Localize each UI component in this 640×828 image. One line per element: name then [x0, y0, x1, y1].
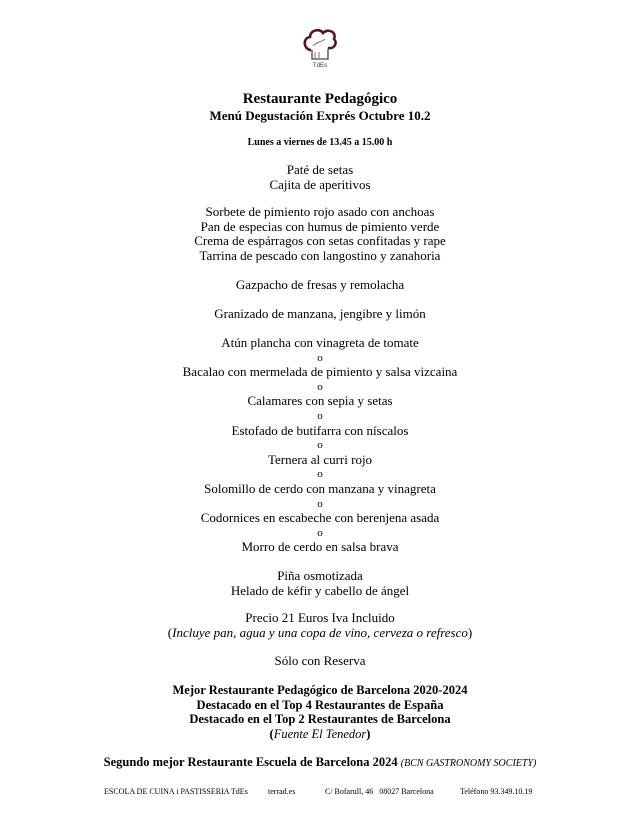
includes-text: Incluye pan, agua y una copa de vino, cerveza o refresco: [172, 624, 468, 640]
menu-item: Tarrina de pescado con langostino y zanahoria: [199, 247, 441, 263]
mains-section: [0, 336, 640, 555]
dessert-item: Helado de kéfir y cabello de ángel: [230, 582, 410, 598]
main-course-item: Morro de cerdo en salsa brava: [241, 539, 399, 555]
reservation-note: [0, 654, 640, 669]
menu-item: Pan de especias con humus de pimiento verde: [200, 218, 440, 234]
or-separator: o: [317, 439, 323, 452]
paren-close: ): [366, 726, 371, 741]
or-separator: o: [317, 526, 323, 539]
main-course-item: Atún plancha con vinagreta de tomate: [221, 335, 419, 350]
or-separator: o: [317, 380, 323, 393]
menu-item: Crema de espárragos con setas confitadas y rape: [194, 233, 446, 249]
or-separator: o: [317, 409, 323, 422]
price-label: Precio 21 Euros Iva Incluido: [245, 610, 395, 625]
paren-close: ): [467, 624, 473, 640]
menu-subtitle: Menú Degustación Exprés Octubre 10.2: [209, 108, 431, 123]
footer-website[interactable]: terrad.es: [268, 787, 296, 796]
soup-section: [0, 278, 640, 293]
main-course-item: Bacalao con mermelada de pimiento y salsa vizcaina: [182, 364, 458, 380]
source-text: Fuente El Tenedor: [273, 726, 367, 741]
award-line: Destacado en el Top 2 Restaurantes de Barcelona: [189, 712, 451, 726]
footer-school: ESCOLA DE CUINA i PASTISSERIA TdEs: [104, 787, 248, 796]
starters-section: [0, 163, 640, 192]
main-course-item: Solomillo de cerdo con manzana y vinagreta: [204, 480, 436, 496]
reservation-text: Sólo con Reserva: [274, 653, 366, 668]
footer-address: C/ Bofarull, 46 08027 Barcelona: [325, 787, 434, 796]
paren-open: (: [269, 726, 274, 741]
dessert-item: Piña osmotizada: [277, 568, 363, 583]
paren-open: (: [167, 624, 173, 640]
tapas-section: [0, 205, 640, 263]
or-separator: o: [317, 351, 323, 364]
menu-item: Paté de setas: [286, 162, 354, 177]
price-includes: [0, 626, 640, 641]
or-separator: o: [317, 468, 323, 481]
or-separator: o: [317, 497, 323, 510]
main-course-item: Calamares con sepia y setas: [247, 393, 393, 409]
price-section: [0, 611, 640, 640]
award-line: Mejor Restaurante Pedagógico de Barcelona 2020-2024: [172, 683, 468, 697]
menu-item: Sorbete de pimiento rojo asado con anchoas: [205, 204, 435, 219]
page-title: Restaurante Pedagógico: [242, 91, 398, 107]
award-source: [0, 727, 640, 742]
award-line: Destacado en el Top 4 Restaurantes de España: [196, 697, 444, 712]
second-award-text: Segundo mejor Restaurante Escuela de Barcelona 2024: [103, 755, 398, 769]
second-award-tag: (BCN GASTRONOMY SOCIETY): [400, 758, 537, 769]
desserts-section: [0, 569, 640, 598]
menu-item: Granizado de manzana, jengibre y limón: [214, 306, 426, 321]
menu-item: Cajita de aperitivos: [269, 176, 371, 192]
main-course-item: Ternera al curri rojo: [267, 451, 373, 467]
awards-section: [0, 683, 640, 741]
main-course-item: Codornices en escabeche con berenjena asada: [200, 510, 440, 526]
footer-phone: Teléfono 93.349.10.19: [460, 787, 533, 796]
main-course-item: Estofado de butifarra con níscalos: [231, 422, 409, 438]
logo-text: TdEs: [312, 63, 327, 69]
sorbet-section: [0, 307, 640, 322]
menu-item: Gazpacho de fresas y remolacha: [235, 277, 405, 292]
opening-hours: Lunes a viernes de 13.45 a 15.00 h: [247, 137, 393, 148]
chef-hat-icon: [300, 24, 340, 66]
second-award: [0, 755, 640, 771]
